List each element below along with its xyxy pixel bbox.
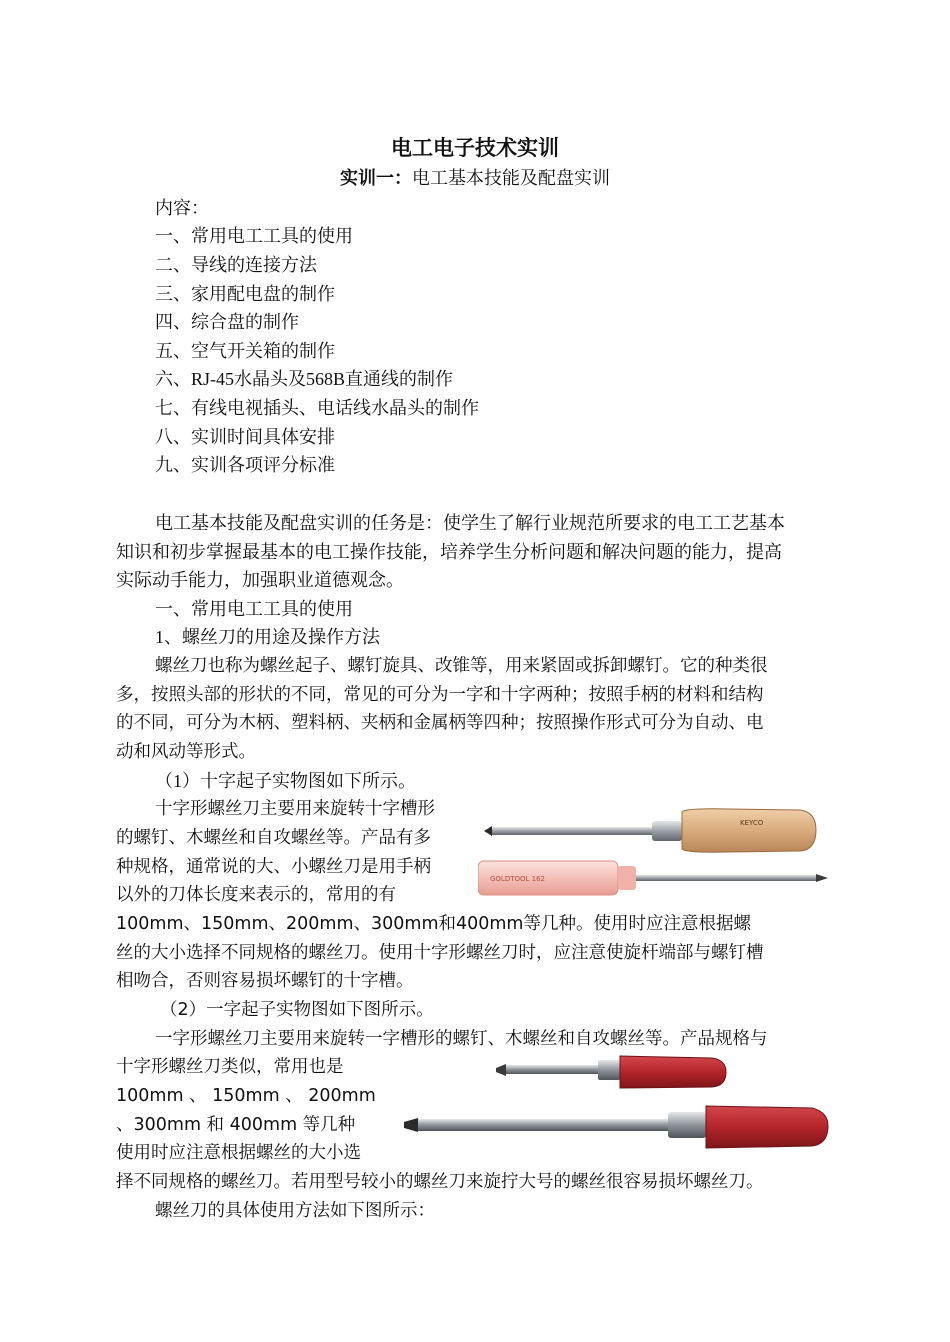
- toc-item: 二、导线的连接方法: [155, 255, 317, 275]
- brand-label: KEYCO: [740, 819, 764, 827]
- paragraph-line: 一字形螺丝刀主要用来旋转一字槽形的螺钉、木螺丝和自攻螺丝等。产品规格与: [155, 1029, 768, 1049]
- toc-item: 五、空气开关箱的制作: [155, 341, 335, 361]
- flat-screwdriver-figure: [400, 1050, 832, 1162]
- toc-item: 八、实训时间具体安排: [155, 427, 335, 447]
- paragraph-line: 、300mm 和 400mm 等几种: [116, 1115, 356, 1135]
- small-flat-screwdriver: [496, 1056, 726, 1088]
- section-heading: 一、常用电工工具的使用: [155, 599, 353, 619]
- paragraph-line: 螺丝刀的具体使用方法如下图所示：: [155, 1201, 435, 1221]
- phillips-screwdriver-figure: [478, 800, 830, 900]
- paragraph-line: 十字形螺丝刀主要用来旋转十字槽形: [155, 799, 435, 819]
- subtitle-prefix: 实训一：: [340, 168, 412, 188]
- paragraph-line: 相吻合，否则容易损坏螺钉的十字槽。: [116, 971, 414, 991]
- intro-line: 实际动手能力，加强职业道德观念。: [116, 570, 404, 590]
- toc-item: 九、实训各项评分标准: [155, 455, 335, 475]
- intro-line: 知识和初步掌握最基本的电工操作技能，培养学生分析问题和解决问题的能力，提高: [116, 542, 782, 562]
- large-flat-screwdriver: [404, 1106, 828, 1148]
- wood-handle-screwdriver: [484, 809, 816, 852]
- toc-item: 七、有线电视插头、电话线水晶头的制作: [155, 398, 479, 418]
- paragraph-line: 100mm、150mm、200mm、300mm和400mm等几种。使用时应注意根据螺: [116, 914, 751, 934]
- paragraph-line: 择不同规格的螺丝刀。若用型号较小的螺丝刀来旋拧大号的螺丝很容易损坏螺丝刀。: [116, 1172, 764, 1192]
- brand-label: GOLDTOOL 162: [490, 875, 546, 883]
- paragraph-line: 十字形螺丝刀类似，常用也是: [116, 1057, 344, 1077]
- paragraph-line: 100mm 、 150mm 、 200mm: [116, 1086, 376, 1106]
- toc-item: 四、综合盘的制作: [155, 312, 299, 332]
- toc-item: 一、常用电工工具的使用: [155, 226, 353, 246]
- clear-handle-screwdriver: [478, 861, 828, 895]
- paragraph-line: 多，按照头部的形状的不同，常见的可分为一字和十字两种；按照手柄的材料和结构: [116, 685, 764, 705]
- paragraph-line: 动和风动等形式。: [116, 742, 256, 762]
- toc-item: 三、家用配电盘的制作: [155, 284, 335, 304]
- subtitle-text: 电工基本技能及配盘实训: [412, 168, 610, 188]
- paragraph-line: 的不同，可分为木柄、塑料柄、夹柄和金属柄等四种；按照操作形式可分为自动、电: [116, 713, 764, 733]
- paragraph-line: 的螺钉、木螺丝和自攻螺丝等。产品有多: [116, 828, 431, 848]
- paragraph-line: 螺丝刀也称为螺丝起子、螺钉旋具、改锥等，用来紧固或拆卸螺钉。它的种类很: [155, 656, 768, 676]
- figure-caption: （2）一字起子实物图如下图所示。: [160, 1000, 434, 1020]
- contents-label: 内容：: [155, 198, 209, 218]
- intro-line: 电工基本技能及配盘实训的任务是：使学生了解行业规范所要求的电工工艺基本: [155, 513, 785, 533]
- document-subtitle: [0, 164, 950, 190]
- paragraph-line: 种规格，通常说的大、小螺丝刀是用手柄: [116, 857, 431, 877]
- paragraph-line: 使用时应注意根据螺丝的大小选: [116, 1143, 361, 1163]
- paragraph-line: 以外的刀体长度来表示的，常用的有: [116, 885, 396, 905]
- figure-caption: （1）十字起子实物图如下所示。: [155, 771, 416, 791]
- subsection-heading: 1、螺丝刀的用途及操作方法: [155, 627, 380, 647]
- document-title: 电工电子技术实训: [391, 136, 559, 160]
- toc-item: 六、RJ-45水晶头及568B直通线的制作: [155, 369, 454, 389]
- paragraph-line: 丝的大小选择不同规格的螺丝刀。使用十字形螺丝刀时，应注意使旋杆端部与螺钉槽: [116, 943, 764, 963]
